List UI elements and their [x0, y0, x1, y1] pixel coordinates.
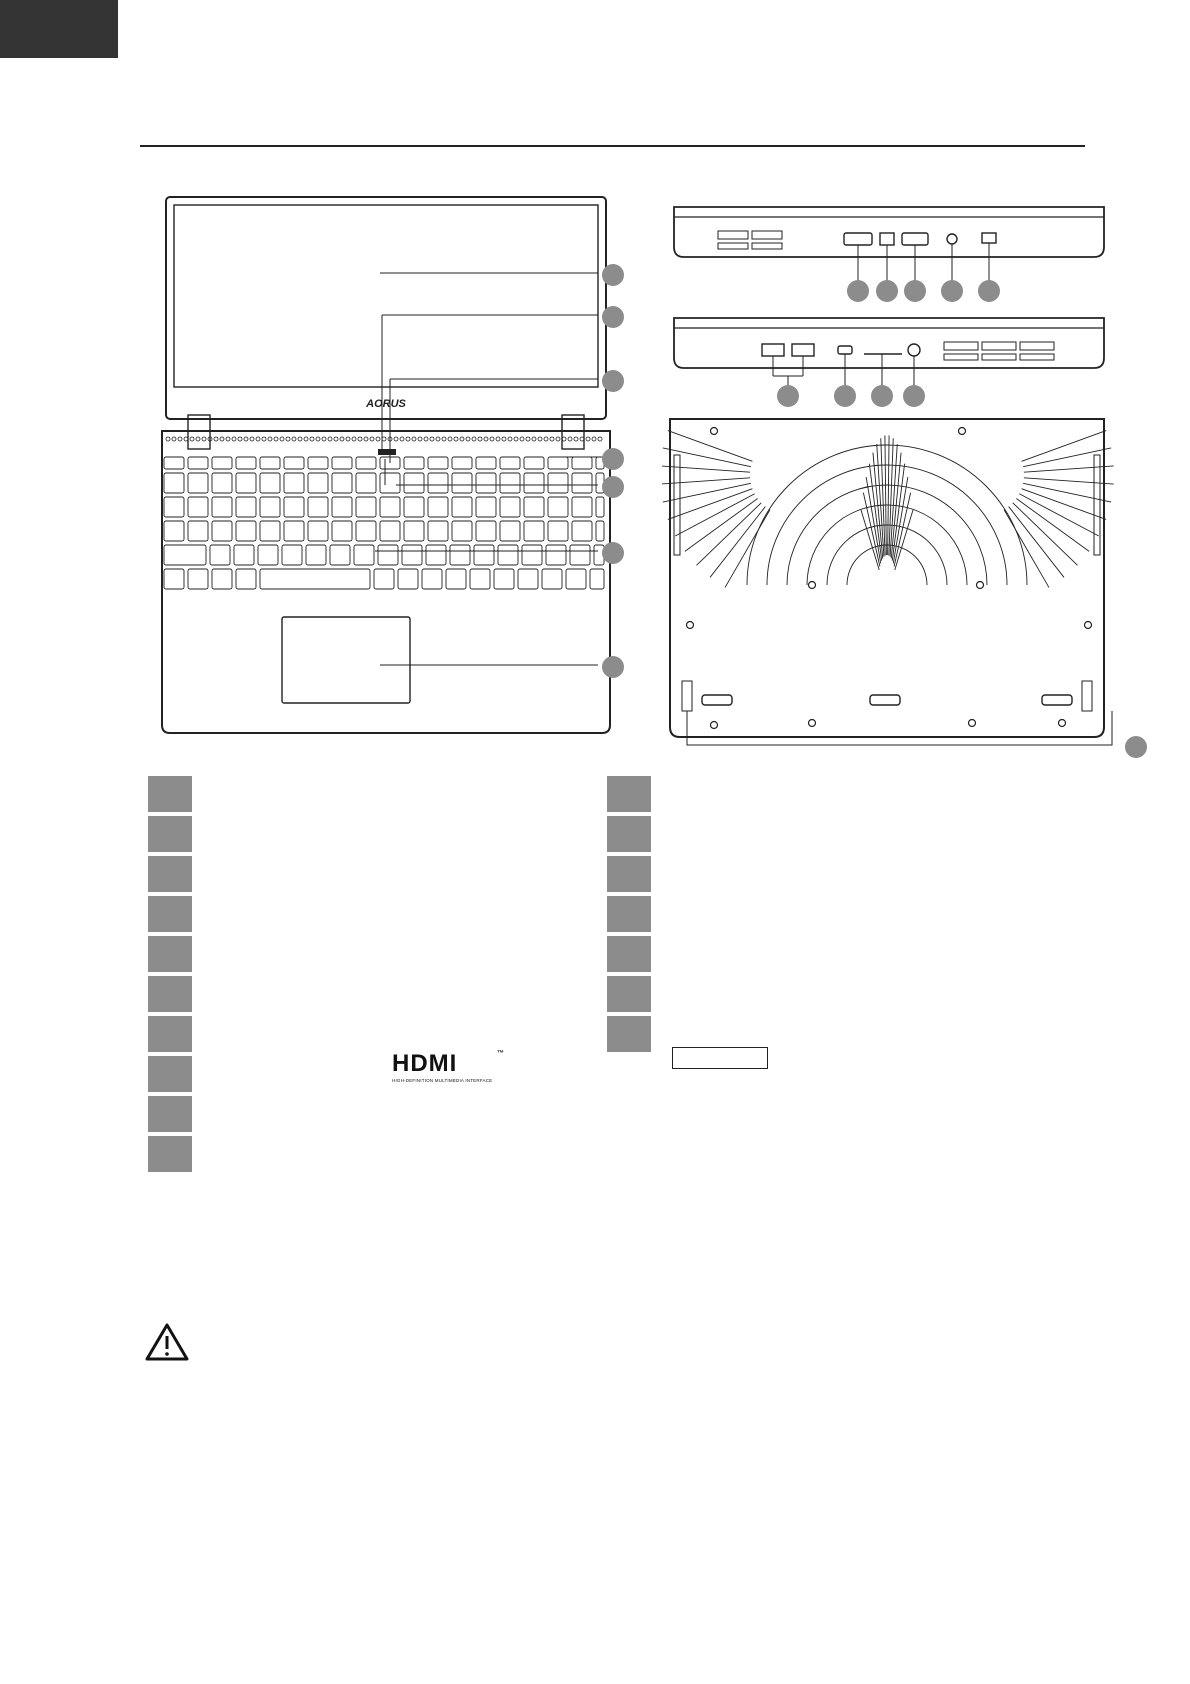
hdmi-tagline: HIGH-DEFINITION MULTIMEDIA INTERFACE	[392, 1078, 493, 1083]
legend-callout-7	[148, 1016, 192, 1052]
header-rule	[140, 145, 1085, 147]
legend-callout-1	[148, 776, 192, 812]
warning-triangle-icon	[144, 1322, 190, 1367]
legend-callout-5	[148, 936, 192, 972]
hdmi-word: HDMI	[392, 1050, 458, 1077]
legend-callout-10	[148, 1136, 192, 1172]
brand-logo: AORUS	[366, 398, 406, 410]
legend-callout-6	[148, 976, 192, 1012]
laptop-right-side-view	[668, 195, 1108, 305]
legend-callout-15	[607, 936, 651, 972]
legend-callout-11	[607, 776, 651, 812]
legend-callout-12	[607, 816, 651, 852]
laptop-left-side-view	[668, 310, 1108, 415]
legend-callout-13	[607, 856, 651, 892]
legend-callout-3	[148, 856, 192, 892]
page-corner-tab	[0, 0, 118, 58]
laptop-bottom-view	[662, 415, 1152, 765]
legend-callout-4	[148, 896, 192, 932]
legend-callout-9	[148, 1096, 192, 1132]
legend-callout-17	[607, 1016, 651, 1052]
laptop-top-view	[160, 195, 650, 740]
legend-callout-8	[148, 1056, 192, 1092]
legend-callout-2	[148, 816, 192, 852]
blank-label-box	[672, 1047, 768, 1069]
hdmi-trademark: ™	[497, 1050, 504, 1057]
hdmi-logo	[392, 1052, 504, 1082]
legend-callout-14	[607, 896, 651, 932]
legend-callout-16	[607, 976, 651, 1012]
